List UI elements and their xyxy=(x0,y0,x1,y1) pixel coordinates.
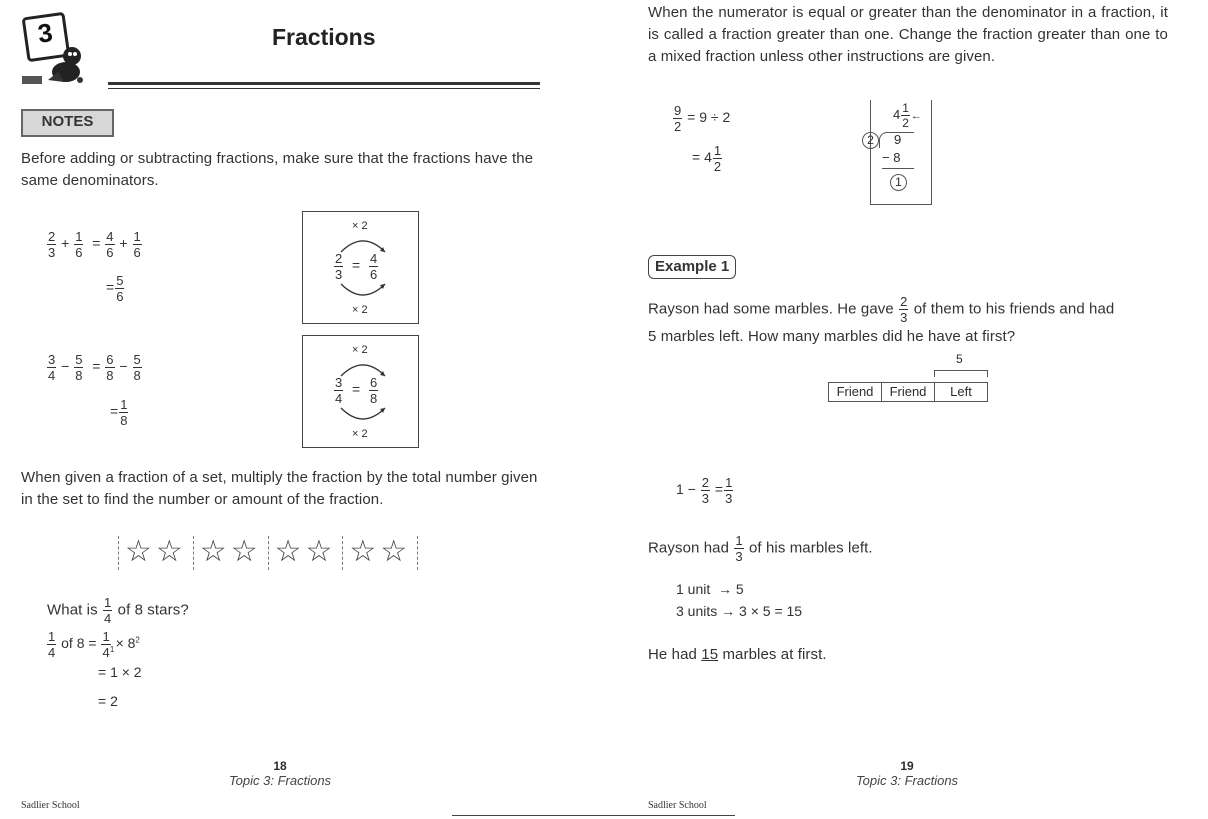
subtraction-result: = $\frac{1}{8}$ xyxy=(110,397,128,428)
footer-topic: Topic 3: Fractions xyxy=(855,773,959,788)
chapter-badge xyxy=(18,6,98,90)
equivalent-fraction-box-1: × 2 $\frac{2}{3}$ = $\frac{4}{6}$ × 2 xyxy=(302,211,419,324)
chapter-number: 3 xyxy=(35,17,55,49)
star-set xyxy=(112,534,424,570)
subtraction-working: $\frac{3}{4}$ − $\frac{5}{8}$ = $\frac{6}{8}$ − $\frac{5}{8}$ xyxy=(48,352,141,383)
page-title: Fractions xyxy=(272,24,376,50)
long-division: 4 $\frac{1}{2}$ ← 2 9 − 8 1 xyxy=(860,100,944,206)
bar-cell-friend: Friend xyxy=(882,382,935,402)
question-text: What is $\frac{1}{4}$ of 8 stars? xyxy=(47,595,189,626)
problem-line-2: 5 marbles left. How many marbles did he have at first? xyxy=(648,328,1016,345)
mascot-icon xyxy=(18,6,98,90)
addition-working: $\frac{2}{3}$ + $\frac{1}{6}$ = $\frac{4}{6}$ + $\frac{1}{6}$ xyxy=(48,229,141,260)
example-label: Example 1 xyxy=(648,255,736,279)
star-icon: ☆☆ xyxy=(199,534,262,569)
equivalent-fraction-box-2: × 2 $\frac{3}{4}$ = $\frac{6}{8}$ × 2 xyxy=(302,335,419,448)
bar-cell-friend: Friend xyxy=(828,382,882,402)
unit-line-3: 3 units → 3 × 5 = 15 xyxy=(676,603,803,619)
page-number: 18 xyxy=(273,759,287,773)
footer-topic: Topic 3: Fractions xyxy=(228,773,332,788)
mixed-result: = 4 $\frac{1}{2}$ xyxy=(692,143,722,174)
improper-fraction-text: When the numerator is equal or greater than the denominator in a fraction, it is called a fraction greater than one. Change the fraction greater than one to a mixed fraction unless other instructions are given. xyxy=(648,4,1168,65)
bottom-rule xyxy=(452,815,735,816)
set-text: When given a fraction of a set, multiply the fraction by the total number given in the set to find the number or amount of the fraction. xyxy=(21,469,538,508)
fraction: $\frac{2}{3}$ xyxy=(48,229,56,260)
star-icon: ☆☆ xyxy=(349,534,412,569)
fraction-left-calc: 1 − $\frac{2}{3}$ = $\frac{1}{3}$ xyxy=(676,475,733,506)
bar-cell-left: Left xyxy=(935,382,988,402)
marbles-left-text: Rayson had $\frac{1}{3}$ of his marbles left. xyxy=(648,533,873,564)
unit-line-1: 1 unit → 5 xyxy=(676,581,744,597)
page-number: 19 xyxy=(900,759,914,773)
intro-text: Before adding or subtracting fractions, make sure that the fractions have the same denominators. xyxy=(21,150,534,189)
problem-line-1: Rayson had some marbles. He gave $\frac{2}{3}$ of them to his friends and had xyxy=(648,294,1115,325)
step-3: = 2 xyxy=(98,693,118,709)
step-2: = 1 × 2 xyxy=(98,664,142,680)
notes-label: NOTES xyxy=(21,109,114,137)
star-icon: ☆☆ xyxy=(274,534,337,569)
publisher: Sadlier School xyxy=(21,800,80,811)
division-working: $\frac{9}{2}$ = 9 ÷ 2 xyxy=(674,103,731,134)
fraction-of-set-working: $\frac{1}{4}$ of 8 = $\frac{1}{4}$ × $8^2_1$ xyxy=(48,629,140,660)
bar-model: 5 Friend Friend Left xyxy=(828,352,998,404)
title-rule xyxy=(108,82,540,89)
publisher: Sadlier School xyxy=(648,800,707,811)
star-icon: ☆☆ xyxy=(125,534,187,569)
answer-text: He had 15 marbles at first. xyxy=(648,646,827,663)
addition-result: = $\frac{5}{6}$ xyxy=(106,273,124,304)
